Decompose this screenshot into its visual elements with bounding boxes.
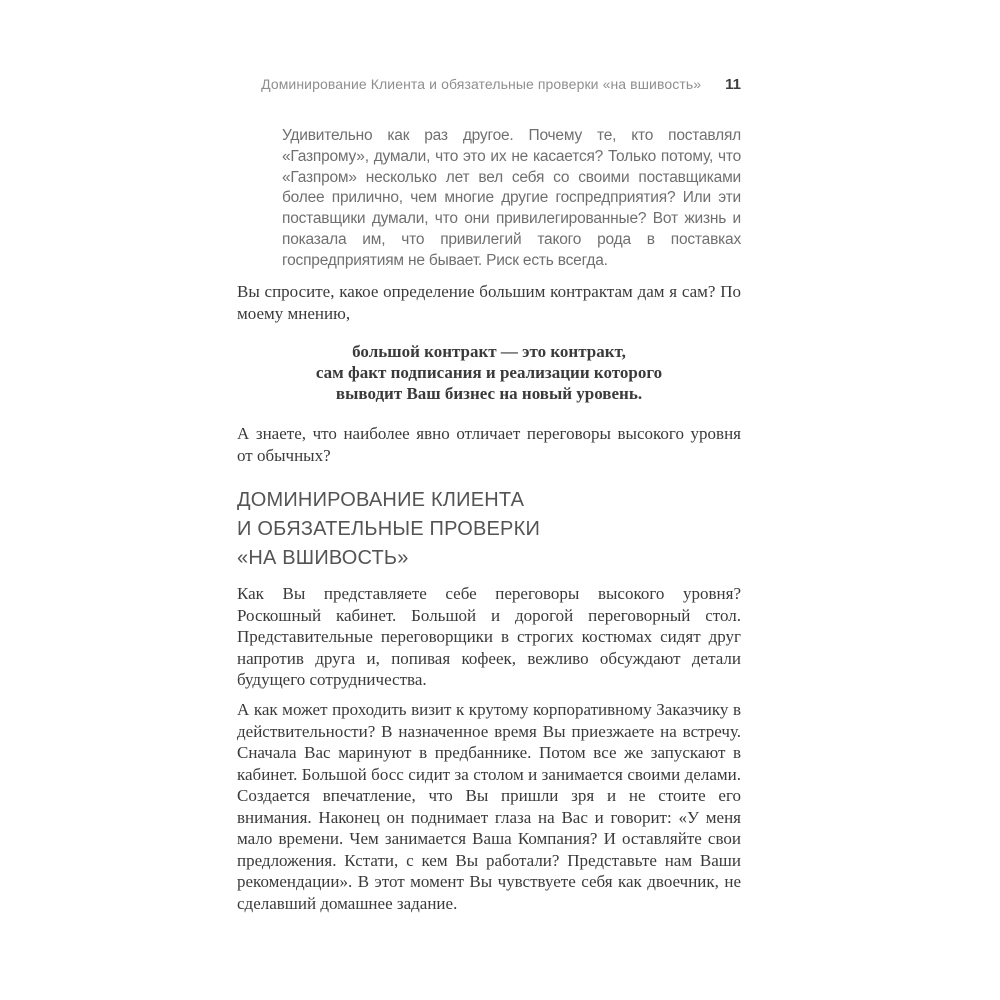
running-head [237,75,741,94]
paragraph-reality: А как может проходить визит к крутому корпоративному Заказчику в действительности? В назначенное время Вы приезжаете на встречу. Сначала Вас маринуют в предбаннике. Потом все же запускают в кабинет. Большой босс сидит за столом и занимается своими делами. Создается впечатление, что Вы пришли зря и не стоите его внимания. Наконец он поднимает глаза на Вас и говорит: «У меня мало времени. Чем занимается Ваша Компания? И оставляйте свои предложения. Кстати, с кем Вы работали? Представьте нам Ваши рекомендации». В этот момент Вы чувствуете себя как двоечник, не сделавший домашнее задание. [237,700,741,913]
indented-quote-paragraph: Удивительно как раз другое. Почему те, кто поставлял «Газпрому», думали, что это их не касается? Только потому, что «Газпром» несколько лет вел себя со своими поставщиками более прилично, чем многие другие госпредприятия? Или эти поставщики думали, что они привилегированные? Вот жизнь и показала им, что привилегий такого рода в поставках госпредприятиям не бывает. Риск есть всегда. [282,127,741,269]
running-head-title: Доминирование Клиента и обязательные проверки «на вшивость» [261,76,702,92]
paragraph-imagine: Как Вы представляете себе переговоры высокого уровня? Роскошный кабинет. Большой и дорогой переговорный стол. Представительные переговорщики в строгих костюмах сидят друг напротив друга и, попивая кофеек, вежливо обсуждают детали будущего сотрудничества. [237,584,741,689]
definition-block: большой контракт — это контракт, сам факт подписания и реализации которого выводит Ваш бизнес на новый уровень. [315,342,663,403]
text-column [237,0,741,1000]
paragraph-question: А знаете, что наиболее явно отличает переговоры высокого уровня от обычных? [237,424,741,465]
section-heading: ДОМИНИРОВАНИЕ КЛИЕНТА И ОБЯЗАТЕЛЬНЫЕ ПРОВЕРКИ «НА ВШИВОСТЬ» [237,489,541,569]
paragraph-intro: Вы спросите, какое определение большим контрактам дам я сам? По моему мнению, [237,282,741,323]
page-number: 11 [725,76,741,93]
